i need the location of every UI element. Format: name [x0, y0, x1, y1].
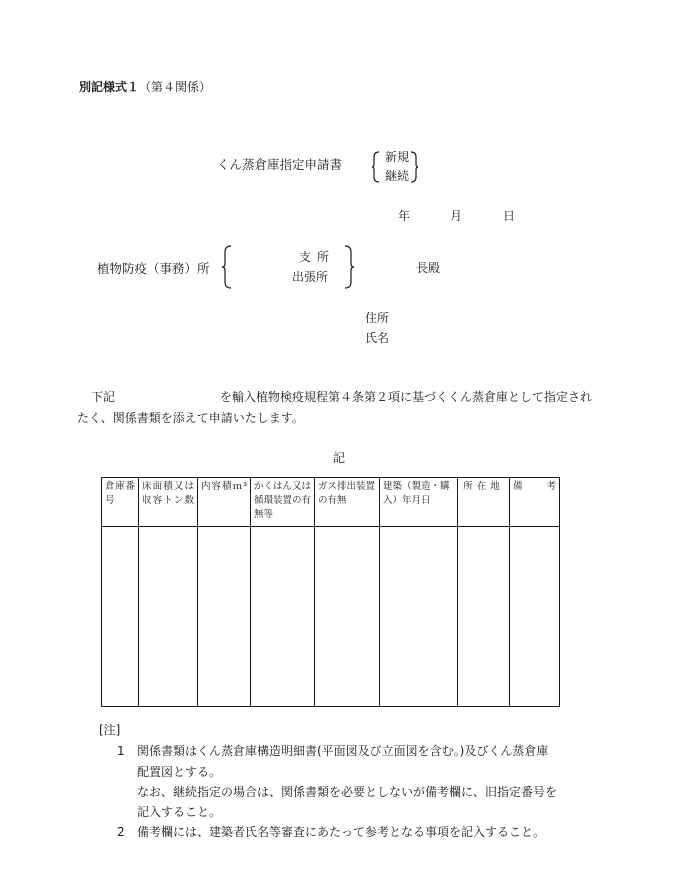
date-month: 月 [450, 209, 463, 223]
document-title: くん蒸倉庫指定申請書 [217, 157, 343, 172]
note-1-number: 1 [117, 744, 125, 758]
type-new: 新規 [385, 150, 410, 164]
addressee-chief: 長殿 [416, 261, 441, 275]
header-location: 所在地 [458, 478, 510, 527]
addressee-office: 植物防疫（事務）所 [97, 261, 210, 276]
body-line-1-start: 下記 [91, 390, 116, 404]
header-circulation: かくはん又は循環装置の有無等 [251, 478, 315, 527]
header-floor-area: 床面積又は収容トン数 [139, 478, 198, 527]
ki-heading: 記 [333, 451, 346, 465]
note-1-line-1: 関係書類はくん蒸倉庫構造明細書(平面図及び立面図を含む。)及びくん蒸倉庫 [137, 744, 549, 758]
date-year: 年 [398, 209, 411, 223]
form-label [79, 81, 211, 93]
cell-circulation[interactable] [251, 527, 315, 707]
applicant-address-label: 住所 [365, 311, 390, 325]
type-continue: 継続 [385, 169, 410, 183]
warehouse-table [101, 477, 560, 707]
cell-build-date[interactable] [380, 527, 458, 707]
form-number: 別記様式１ [79, 80, 140, 94]
body-line-1 [91, 391, 592, 403]
note-1-line-3: なお、継続指定の場合は、関係書類を必要としないが備考欄に、旧指定番号を [137, 785, 558, 799]
body-line-1-end: を輸入植物検疫規程第４条第２項に基づくくん蒸倉庫として指定され [220, 390, 593, 404]
table-header-row [102, 478, 560, 527]
header-gas-exhaust: ガス排出装置の有無 [315, 478, 380, 527]
body-line-2: たく、関係書類を添えて申請いたします。 [77, 411, 304, 425]
cell-warehouse-number[interactable] [102, 527, 139, 707]
cell-remarks[interactable] [510, 527, 560, 707]
applicant-name-label: 氏名 [365, 331, 390, 345]
header-volume: 内容積ｍ³ [198, 478, 251, 527]
notes-heading: [注] [99, 723, 121, 737]
header-remarks: 備考 [510, 478, 560, 527]
table-row [102, 527, 560, 707]
cell-gas-exhaust[interactable] [315, 527, 380, 707]
header-warehouse-number: 倉庫番号 [102, 478, 139, 527]
header-build-date: 建築（製造・購入）年月日 [380, 478, 458, 527]
addressee-branch: 支所 [299, 250, 336, 264]
form-reference: （第４関係） [139, 80, 212, 94]
addressee-sub-office: 出張所 [292, 270, 329, 284]
cell-floor-area[interactable] [139, 527, 198, 707]
cell-location[interactable] [458, 527, 510, 707]
note-2-number: 2 [117, 825, 125, 839]
cell-volume[interactable] [198, 527, 251, 707]
note-1-line-2: 配置図とする。 [137, 765, 222, 779]
date-day: 日 [503, 209, 516, 223]
note-1-line-4: 記入すること。 [137, 805, 222, 819]
note-2-line-1: 備考欄には、建築者氏名等審査にあたって参考となる事項を記入すること。 [137, 825, 546, 839]
